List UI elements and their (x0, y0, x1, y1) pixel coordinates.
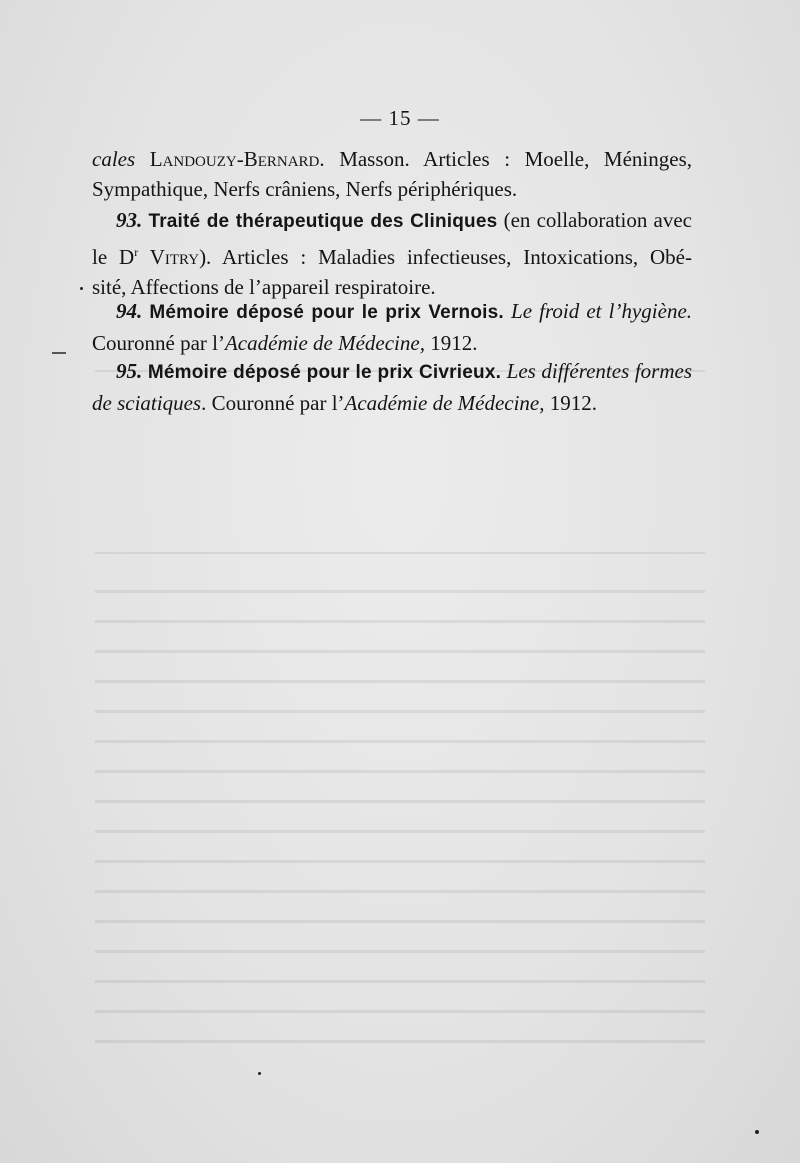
text-run: 1912. (544, 391, 598, 415)
text-run: . Masson. Articles : Moelle, Méninges, (319, 147, 692, 171)
paper-speck (755, 1130, 759, 1134)
text-run: ). Articles : Maladies infectieuses, Intoxications, Obé- (199, 245, 692, 269)
text-line (92, 237, 692, 272)
text-run: de sciatiques (92, 391, 202, 415)
page-number: — 15 — (360, 106, 440, 130)
text-line (92, 296, 692, 328)
text-run: Sympathique, Nerfs crâniens, Nerfs périphériques. (92, 177, 518, 201)
text-run: le D (92, 245, 135, 269)
text-run: cales (92, 147, 150, 171)
text-run: Couronné par l’ (92, 331, 225, 355)
text-run: Traité de thérapeutique des Cliniques (148, 211, 498, 232)
entry-95 (92, 356, 692, 418)
margin-mark (52, 352, 66, 354)
show-through-texture-lower (95, 590, 705, 1060)
entry-94 (92, 296, 692, 358)
paper-speck (258, 1072, 261, 1075)
text-line (92, 328, 692, 358)
text-run: Académie de Médecine, (224, 331, 425, 355)
text-run: Mémoire déposé pour le prix Civrieux. (147, 362, 502, 383)
entry-continuation (92, 144, 692, 204)
text-run: Vitry (138, 245, 200, 269)
text-run: Landouzy-Bernard (149, 147, 320, 171)
text-run: 94. (116, 299, 150, 323)
text-run: sité, Affections de l’appareil respiratoire. (92, 275, 436, 299)
text-run: 93. (116, 208, 149, 232)
text-run: Académie de Médecine, (344, 391, 545, 415)
text-run: (en collaboration avec (497, 208, 693, 232)
text-run: r (134, 245, 139, 259)
text-line (92, 174, 692, 204)
text-run: Le froid et l’hygiène. (503, 299, 693, 323)
text-line (92, 205, 692, 237)
entry-93 (92, 205, 692, 302)
paper-speck (80, 287, 83, 290)
text-run: 1912. (424, 331, 478, 355)
text-run: . Couronné par l’ (201, 391, 345, 415)
text-run: 95. (116, 359, 148, 383)
text-run: Les différentes formes (501, 359, 692, 383)
text-line (92, 144, 692, 174)
text-line (92, 388, 692, 418)
text-run: Mémoire déposé pour le prix Vernois. (149, 302, 504, 323)
text-line (92, 356, 692, 388)
